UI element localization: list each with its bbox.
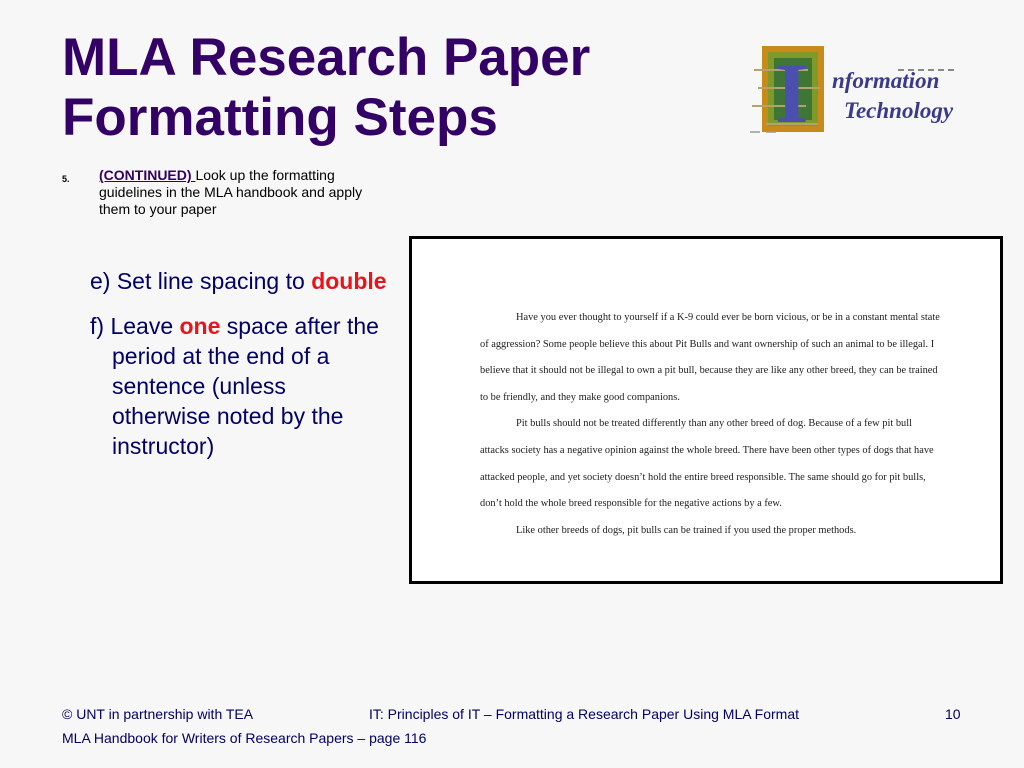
footer-copyright: © UNT in partnership with TEA	[62, 706, 254, 722]
item-sentence-spacing	[90, 311, 390, 461]
sample-paper-text	[480, 305, 940, 544]
footer-course-title: IT: Principles of IT – Formatting a Research Paper Using MLA Format	[369, 706, 800, 722]
logo-word-2: Technology	[844, 98, 954, 123]
sample-paragraph-3: Like other breeds of dogs, pit bulls can be trained if you used the proper methods.	[516, 524, 857, 536]
footer-reference: MLA Handbook for Writers of Research Papers – page 116	[62, 730, 427, 746]
step-description: Look up the formatting guidelines in the MLA handbook and apply them to your paper	[99, 167, 363, 217]
item-f-after: space after the period at the end of a sentence (unless otherwise noted by the instructor)	[112, 313, 379, 459]
logo-word-1: nformation	[832, 68, 940, 93]
sample-paragraph-2: Pit bulls should not be treated differently than any other breed of dog. Because of a few pit bull attacks society has a negative opinion against the whole breed. There have been other types of dogs that have attacked people, and yet society doesn’t hold the entire breed responsible. The same should go for pit bulls, don’t hold the whole breed responsible for the negative actions by a few.	[480, 418, 934, 510]
item-f-highlight: one	[179, 313, 221, 339]
step-text	[99, 167, 382, 218]
information-technology-logo	[748, 40, 970, 140]
sample-paragraph-1: Have you ever thought to yourself if a K-9 could ever be born vicious, or be in a constant mental state of aggression? Some people believe this about Pit Bulls and want ownership of such an animal to be illegal. I believe that it should not be illegal to own a pit bull, because they are like any other breed, they can be trained to be friendly, and they make good companions.	[480, 312, 940, 403]
item-line-spacing	[90, 266, 390, 296]
continued-label: (CONTINUED)	[99, 167, 196, 183]
item-e-highlight: double	[311, 268, 387, 294]
item-f-text: f) Leave	[90, 313, 180, 339]
sample-paper-image	[409, 236, 1003, 584]
step-number: 5.	[62, 174, 70, 184]
title-line-1: MLA Research Paper	[62, 28, 591, 87]
formatting-items	[90, 266, 390, 476]
logo-letter: I	[775, 45, 809, 140]
footer-page-number: 10	[945, 706, 961, 722]
step-5	[62, 167, 382, 218]
item-e-text: e) Set line spacing to	[90, 268, 312, 294]
title-line-2: Formatting Steps	[62, 88, 498, 147]
slide-title	[62, 28, 702, 148]
